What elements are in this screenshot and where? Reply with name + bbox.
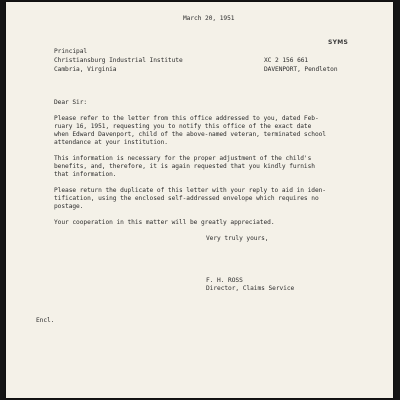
paragraph-3-line-1: Please return the duplicate of this letter with your reply to aid in iden- bbox=[54, 187, 326, 194]
signer-title: Director, Claims Service bbox=[206, 285, 295, 292]
signer-name: F. H. ROSS bbox=[206, 277, 243, 284]
paragraph-4-line-1: Your cooperation in this matter will be greatly appreciated. bbox=[54, 219, 275, 226]
paragraph-1-line-2: ruary 16, 1951, requesting you to notify this office of the exact date bbox=[54, 123, 312, 130]
veteran-name: DAVENPORT, Pendleton bbox=[264, 66, 338, 73]
paragraph-3-line-3: postage. bbox=[54, 203, 84, 210]
enclosure-note: Encl. bbox=[36, 317, 55, 324]
paragraph-2-line-3: that information. bbox=[54, 171, 117, 178]
paragraph-3-line-2: tification, using the enclosed self-addressed envelope which requires no bbox=[54, 195, 319, 202]
recipient-line-3: Cambria, Virginia bbox=[54, 66, 117, 73]
handwritten-mark: SYMS bbox=[328, 39, 349, 46]
letter-page bbox=[6, 2, 393, 398]
paragraph-1-line-1: Please refer to the letter from this office addressed to you, dated Feb- bbox=[54, 115, 319, 122]
paragraph-1-line-4: attendance at your institution. bbox=[54, 139, 168, 146]
salutation: Dear Sir: bbox=[54, 99, 88, 106]
claim-number: XC 2 156 661 bbox=[264, 57, 309, 64]
closing: Very truly yours, bbox=[206, 235, 269, 242]
letter-date: March 20, 1951 bbox=[183, 15, 235, 22]
paragraph-2-line-1: This information is necessary for the proper adjustment of the child's bbox=[54, 155, 312, 162]
recipient-line-2: Christiansburg Industrial Institute bbox=[54, 57, 183, 64]
recipient-line-1: Principal bbox=[54, 48, 88, 55]
paragraph-2-line-2: benefits, and, therefore, it is again requested that you kindly furnish bbox=[54, 163, 315, 170]
paragraph-1-line-3: when Edward Davenport, child of the above-named veteran, terminated school bbox=[54, 131, 326, 138]
